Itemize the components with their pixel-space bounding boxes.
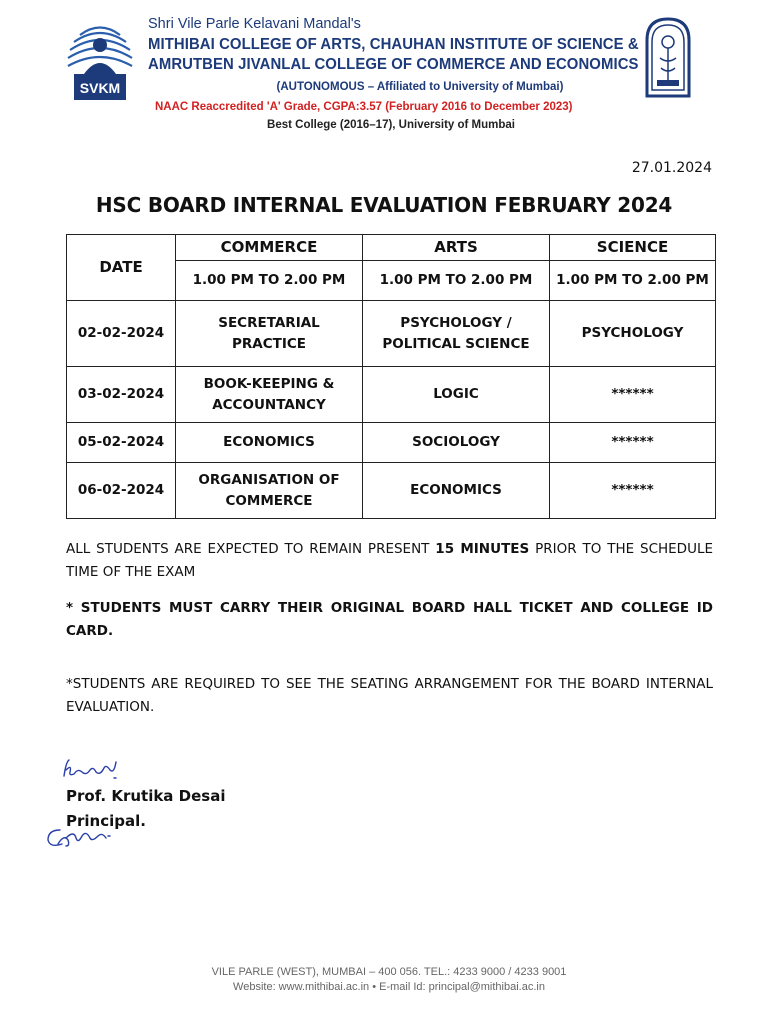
row-date: 02-02-2024: [67, 301, 176, 367]
arts-subject: [363, 367, 550, 423]
svg-text:SVKM: SVKM: [79, 80, 121, 96]
science-subject: [550, 463, 716, 519]
document-date: 27.01.2024: [631, 160, 712, 176]
subject-line: ECONOMICS: [410, 482, 502, 498]
subject-line: POLITICAL SCIENCE: [382, 335, 530, 352]
signatory-name: Prof. Krutika Desai: [66, 787, 226, 805]
commerce-subject: [176, 301, 363, 367]
subject-line: ******: [611, 386, 654, 402]
footer-contact: Website: www.mithibai.ac.in • E-mail Id: principal@mithibai.ac.in: [233, 981, 545, 993]
subject-line: ******: [611, 434, 654, 450]
subject-line: PSYCHOLOGY /: [400, 314, 512, 331]
signature-icon: [42, 820, 114, 850]
row-date: 03-02-2024: [67, 367, 176, 423]
subject-line: COMMERCE: [225, 492, 313, 509]
table-row: [67, 423, 716, 463]
time-science: 1.00 PM TO 2.00 PM: [550, 261, 716, 301]
science-subject: [550, 367, 716, 423]
column-header-science: SCIENCE: [550, 235, 716, 261]
time-arts: 1.00 PM TO 2.00 PM: [363, 261, 550, 301]
subject-line: ECONOMICS: [223, 434, 315, 450]
table-row: [67, 463, 716, 519]
best-college-award: Best College (2016–17), University of Mumbai: [267, 119, 515, 131]
commerce-subject: [176, 367, 363, 423]
note-reporting-time: [66, 538, 713, 584]
naac-accreditation: NAAC Reaccredited 'A' Grade, CGPA:3.57 (February 2016 to December 2023): [155, 101, 573, 113]
arts-subject: [363, 301, 550, 367]
commerce-subject: [176, 423, 363, 463]
science-subject: [550, 301, 716, 367]
subject-line: BOOK-KEEPING &: [203, 375, 335, 392]
science-subject: [550, 423, 716, 463]
college-name-line2: AMRUTBEN JIVANLAL COLLEGE OF COMMERCE AND ECONOMICS: [148, 56, 639, 73]
note-emphasis: 15 MINUTES: [435, 541, 530, 557]
autonomous-status: (AUTONOMOUS – Affiliated to University of Mumbai): [276, 81, 564, 93]
college-name-line1: MITHIBAI COLLEGE OF ARTS, CHAUHAN INSTITUTE OF SCIENCE &: [148, 36, 639, 53]
note-text: ALL STUDENTS ARE EXPECTED TO REMAIN PRESENT: [66, 541, 436, 557]
signatory-role: Principal.: [66, 812, 146, 830]
subject-line: ******: [611, 482, 654, 498]
column-header-commerce: COMMERCE: [176, 235, 363, 261]
subject-line: SOCIOLOGY: [412, 434, 500, 450]
exam-schedule-table: [66, 234, 716, 519]
row-date: 05-02-2024: [67, 423, 176, 463]
table-row: [67, 301, 716, 367]
letterhead-sponsor: Shri Vile Parle Kelavani Mandal's: [148, 16, 361, 32]
signature-initials-icon: [60, 756, 122, 782]
date-header: DATE: [67, 235, 176, 301]
arts-subject: [363, 423, 550, 463]
table-row: [67, 367, 716, 423]
subject-line: SECRETARIAL PRACTICE: [218, 314, 320, 352]
commerce-subject: [176, 463, 363, 519]
arts-subject: [363, 463, 550, 519]
subject-line: LOGIC: [433, 386, 479, 402]
time-commerce: 1.00 PM TO 2.00 PM: [176, 261, 363, 301]
subject-line: PSYCHOLOGY: [581, 325, 684, 341]
college-name: [148, 35, 639, 75]
note-seating-arrangement: *STUDENTS ARE REQUIRED TO SEE THE SEATING ARRANGEMENT FOR THE BOARD INTERNAL EVALUATION.: [66, 676, 713, 715]
column-header-arts: ARTS: [363, 235, 550, 261]
document-title: HSC BOARD INTERNAL EVALUATION FEBRUARY 2024: [95, 193, 673, 217]
row-date: 06-02-2024: [67, 463, 176, 519]
subject-line: ACCOUNTANCY: [212, 396, 326, 413]
footer-address: VILE PARLE (WEST), MUMBAI – 400 056. TEL.: 4233 9000 / 4233 9001: [211, 966, 567, 978]
subject-line: ORGANISATION OF: [198, 471, 340, 488]
note-text: PRIOR TO THE SCHEDULE TIME OF THE EXAM: [66, 541, 713, 580]
note-hall-ticket: * STUDENTS MUST CARRY THEIR ORIGINAL BOARD HALL TICKET AND COLLEGE ID CARD.: [66, 600, 713, 639]
table-header-row: [67, 235, 716, 261]
